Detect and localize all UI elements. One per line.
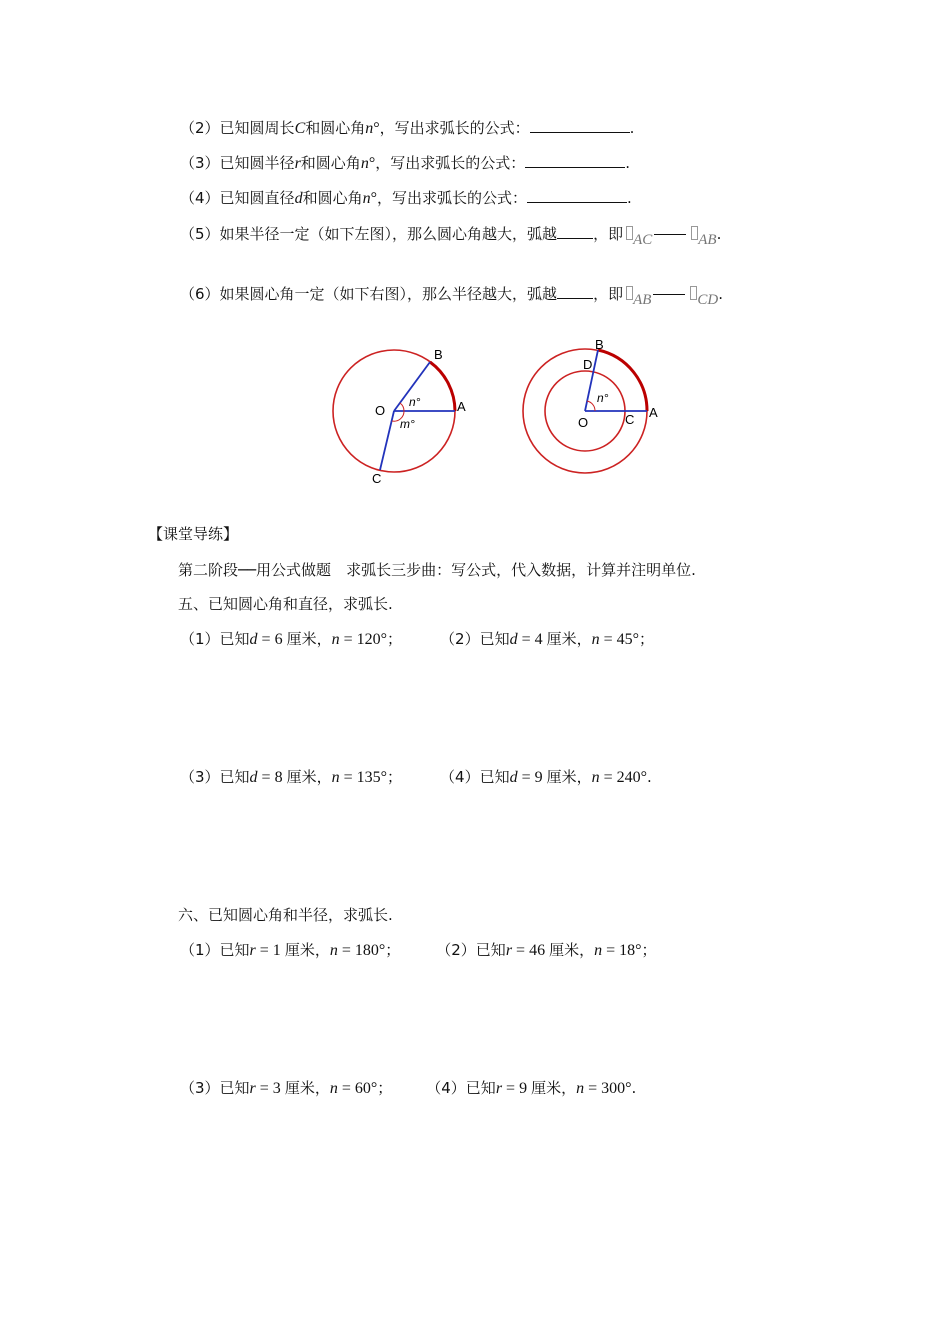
item-unit: 厘米，	[286, 630, 332, 648]
item-value: = 9	[502, 1080, 532, 1097]
item-label: （1）已知	[180, 630, 250, 648]
q3-text-3: ，写出求弧长的公式：	[375, 154, 526, 172]
q5-text-mid: ，即	[593, 225, 624, 243]
q3-var-r: r	[294, 155, 301, 172]
q2-answer-blank[interactable]	[530, 118, 630, 133]
q4-text-1: 已知圆直径	[219, 189, 295, 207]
q2-number: （2）	[180, 119, 220, 137]
q5-arc-2: AB	[698, 232, 717, 248]
q5-compare-blank[interactable]	[654, 234, 686, 235]
item-label: （3）已知	[180, 1079, 250, 1097]
item-label: （4）已知	[440, 768, 510, 786]
item-n: n	[329, 1080, 338, 1097]
item-angle: = 180°	[337, 942, 386, 959]
item-var: r	[249, 942, 256, 959]
item-n: n	[331, 631, 340, 648]
question-6	[180, 284, 724, 308]
part5-item-4	[440, 768, 652, 786]
item-end: ；	[641, 941, 657, 959]
figure-left-circle	[320, 335, 490, 490]
item-end: ；	[639, 630, 655, 648]
item-value: = 9	[517, 769, 547, 786]
item-angle: = 300°	[584, 1080, 632, 1097]
item-end: ；	[387, 630, 403, 648]
item-value: = 3	[255, 1080, 285, 1097]
item-unit: 厘米，	[284, 941, 330, 959]
q3-answer-blank[interactable]	[525, 153, 625, 168]
item-var: d	[509, 769, 518, 786]
item-angle: = 240°	[599, 769, 648, 786]
left-label-a: A	[457, 399, 466, 414]
item-var: d	[249, 769, 258, 786]
item-value: = 6	[257, 631, 287, 648]
q2-text-1: 已知圆周长	[219, 119, 295, 137]
item-unit: 厘米，	[546, 768, 592, 786]
q2-text-2: 和圆心角	[305, 119, 366, 137]
part5-item-2	[440, 630, 654, 648]
item-label: （2）已知	[436, 941, 506, 959]
question-2	[180, 118, 634, 139]
part5-item-1	[180, 630, 402, 648]
right-label-c: C	[625, 412, 635, 427]
q6-arc-1: AB	[633, 292, 652, 308]
left-arc-ab	[430, 362, 455, 411]
part6-item-2	[436, 941, 656, 959]
item-unit: 厘米，	[531, 1079, 577, 1097]
left-angle-n-mark	[400, 403, 404, 411]
right-angle-n-mark	[587, 401, 595, 411]
item-unit: 厘米，	[286, 768, 332, 786]
left-radius-oc	[380, 411, 394, 470]
right-label-d: D	[583, 357, 593, 372]
item-n: n	[331, 769, 340, 786]
item-var: r	[249, 1080, 256, 1097]
q6-number: （6）	[180, 285, 220, 303]
q5-text: 如果半径一定（如下左图），那么圆心角越大，弧越	[219, 225, 558, 243]
item-var: r	[495, 1080, 503, 1097]
q3-degree: °	[368, 155, 376, 172]
item-n: n	[329, 942, 338, 959]
q5-arc-1: AC	[633, 232, 653, 248]
part5-title: 五、已知圆心角和直径，求弧长.	[178, 595, 393, 613]
item-n: n	[576, 1080, 585, 1097]
q2-text-3: ，写出求弧长的公式：	[379, 119, 530, 137]
q4-degree: °	[370, 190, 377, 207]
item-label: （2）已知	[440, 630, 510, 648]
q2-degree: °	[373, 120, 380, 137]
question-3	[180, 153, 630, 174]
item-angle: = 18°	[602, 942, 642, 959]
item-var: d	[249, 631, 258, 648]
item-end: .	[647, 768, 652, 786]
part6-item-3	[180, 1079, 392, 1097]
q4-number: （4）	[180, 189, 220, 207]
item-end: ；	[377, 1079, 393, 1097]
q6-arc-2: CD	[697, 292, 719, 308]
q4-var-n: n	[362, 190, 371, 207]
section-heading: 【课堂导练】	[148, 525, 239, 543]
part5-item-3	[180, 768, 402, 786]
part5-row-2	[180, 767, 652, 788]
part6-row-2	[180, 1078, 636, 1099]
item-value: = 1	[255, 942, 285, 959]
item-angle: = 45°	[599, 631, 640, 648]
item-label: （4）已知	[426, 1079, 496, 1097]
q3-period: .	[625, 154, 631, 172]
right-label-a: A	[649, 405, 658, 420]
item-unit: 厘米，	[546, 630, 592, 648]
item-angle: = 60°	[337, 1080, 378, 1097]
item-var: r	[505, 942, 513, 959]
item-n: n	[591, 631, 600, 648]
right-label-o: O	[578, 415, 589, 430]
item-angle: = 120°	[339, 631, 388, 648]
left-angle-m: m°	[400, 417, 415, 431]
item-end: ；	[385, 941, 401, 959]
q6-text-mid: ，即	[593, 285, 624, 303]
q3-text-1: 已知圆半径	[219, 154, 295, 172]
item-n: n	[591, 769, 600, 786]
q4-text-2: 和圆心角	[302, 189, 363, 207]
left-label-o: O	[375, 403, 386, 418]
q6-text: 如果圆心角一定（如下右图），那么半径越大，弧越	[219, 285, 558, 303]
q4-text-3: ，写出求弧长的公式：	[376, 189, 527, 207]
q5-number: （5）	[180, 225, 220, 243]
q6-answer-blank[interactable]	[557, 284, 593, 299]
q5-answer-blank[interactable]	[557, 224, 593, 239]
q4-period: .	[627, 189, 632, 207]
q6-period: .	[718, 285, 724, 303]
q3-number: （3）	[180, 154, 220, 172]
item-end: ；	[387, 768, 403, 786]
item-var: d	[509, 631, 518, 648]
q6-compare-blank[interactable]	[653, 294, 685, 295]
q4-var-d: d	[294, 190, 303, 207]
right-angle-n: n°	[597, 391, 609, 405]
question-5	[180, 224, 722, 248]
figure-right-circles	[515, 335, 675, 490]
part6-row-1	[180, 940, 657, 961]
part6-item-1	[180, 941, 400, 959]
item-value: = 46	[512, 942, 550, 959]
part5-row-1	[180, 629, 654, 650]
item-label: （3）已知	[180, 768, 250, 786]
item-end: .	[631, 1079, 637, 1097]
item-value: = 8	[257, 769, 287, 786]
q2-var-c: C	[294, 120, 306, 137]
right-label-b: B	[595, 337, 604, 352]
question-4	[180, 188, 632, 209]
part6-title: 六、已知圆心角和半径，求弧长.	[178, 906, 393, 924]
item-n: n	[594, 942, 603, 959]
item-unit: 厘米，	[549, 941, 595, 959]
q5-period: .	[716, 225, 722, 243]
left-label-c: C	[372, 471, 382, 486]
item-value: = 4	[517, 631, 547, 648]
item-label: （1）已知	[180, 941, 250, 959]
q3-var-n: n	[360, 155, 369, 172]
item-angle: = 135°	[339, 769, 388, 786]
q2-var-n: n	[365, 120, 374, 137]
stage-description: 第二阶段──用公式做题 求弧长三步曲：写公式，代入数据，计算并注明单位.	[178, 561, 696, 579]
item-unit: 厘米，	[284, 1079, 330, 1097]
q2-period: .	[629, 119, 635, 137]
part6-item-4	[426, 1079, 636, 1097]
q3-text-2: 和圆心角	[300, 154, 361, 172]
q4-answer-blank[interactable]	[527, 188, 627, 203]
left-angle-n: n°	[409, 395, 421, 409]
left-label-b: B	[434, 347, 443, 362]
